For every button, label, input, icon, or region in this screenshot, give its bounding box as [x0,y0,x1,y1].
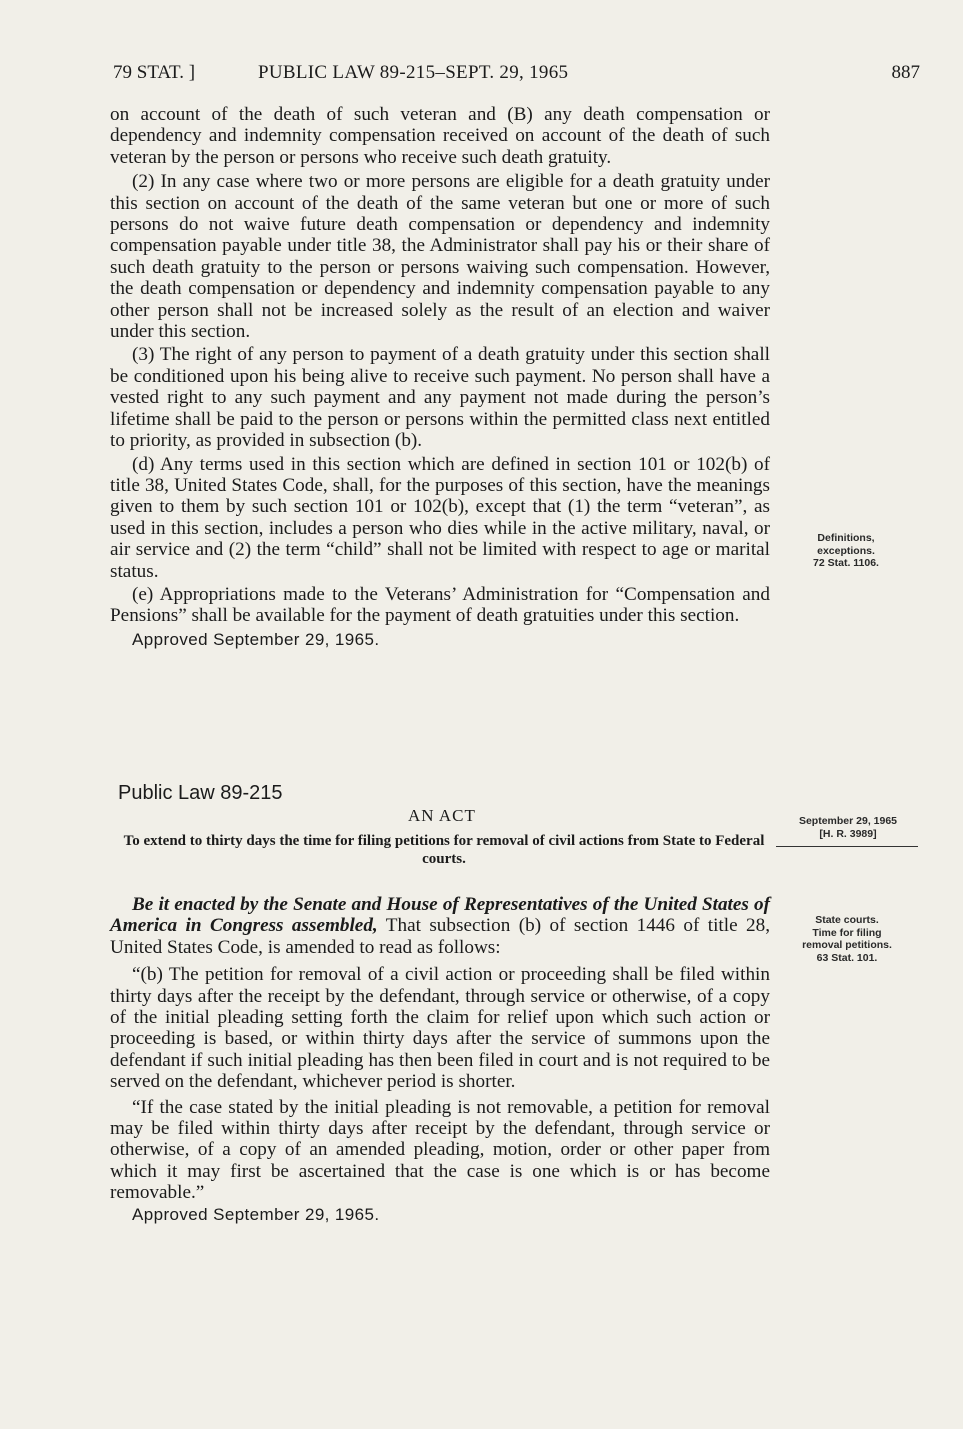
paragraph-2: (2) In any case where two or more persons are eligible for a death gratuity under this section on account of the death of the same veteran but one or more of such persons do not waive future death compensation or dependency and indemnity compensation payable under title 38, the Administrator shall pay his or their share of such death gratuity to the person or persons waiving such compensation. However, the death compensation or dependency and indemnity compensation payable to any other person shall not be increased solely as the result of an election and waiver under this section. [110,171,770,343]
margin-note-state-courts: State courts. Time for filing removal petitions. 63 Stat. 101. [802,914,892,964]
paragraph-3: (3) The right of any person to payment of a death gratuity under this section shall be conditioned upon his being alive to receive such payment. No person shall have a vested right to any such payment and any payment not made during the person’s lifetime shall be paid to the person or persons within the permitted class next entitled to priority, as provided in subsection (b). [110,344,770,452]
approved-date-2: Approved September 29, 1965. [132,1204,380,1224]
public-law-title: Public Law 89-215 [118,782,283,804]
bill-number: [H. R. 3989] [819,827,877,840]
paragraph-e: (e) Appropriations made to the Veterans’ Administration for “Compensation and Pensions” shall be available for the payment of death gratuities under this section. [110,583,770,627]
body-top [110,104,770,650]
margin-rule [776,846,918,847]
margin-note-date [778,815,918,840]
an-act-heading: AN ACT [408,806,476,825]
paragraph-d: (d) Any terms used in this section which are defined in section 101 or 102(b) of title 38, United States Code, shall, for the purposes of this section, have the meanings given to them by such section 101 or 102(b), except that (1) the term “veteran”, as used in this section, includes a person who dies while in the active military, naval, or air service and (2) the term “child” shall not be limited with respect to age or marital status. [110,453,770,582]
body-bottom [110,894,770,1225]
stat-volume: 79 STAT. ] [113,62,196,83]
enacting-clause-italic: Be it enacted by the Senate and House of Representatives of the United States of America in Congress assembled, [110,894,770,937]
enacting-clause-rest: That subsection (b) of section 1446 of title 28, United States Code, is amended to read as follows: [110,915,770,958]
header-title: PUBLIC LAW 89-215–SEPT. 29, 1965 [258,62,569,83]
margin-note-definitions: Definitions, exceptions. 72 Stat. 1106. [813,532,879,569]
paragraph-continuation: on account of the death of such veteran and (B) any death compensation or dependency and indemnity compensation received on account of the death of such veteran by the person or persons who receive such death gratuity. [110,104,770,168]
approval-date-note: September 29, 1965 [798,815,898,827]
removal-paragraph: “If the case stated by the initial pleading is not removable, a petition for removal may be filed within thirty days after receipt by the defendant, through service or otherwise, of a copy of an amended pleading, motion, order or other paper from which it may first be ascertained that the case is one which is or has become removable.” [110,1096,770,1204]
running-header [113,62,920,88]
act-purpose: To extend to thirty days the time for filing petitions for removal of civil actions from State to Federal courts. [123,833,765,867]
enacting-clause [110,894,770,958]
approved-date-1: Approved September 29, 1965. [132,629,380,649]
page-number: 887 [891,62,920,83]
subsection-b-text: “(b) The petition for removal of a civil action or proceeding shall be filed within thirty days after the receipt by the defendant, through service or otherwise, of a copy of the initial pleading setting forth the claim for relief upon which such action or proceeding is based, or within thirty days after the service of summons upon the defendant if such initial pleading has then been filed in court and is not required to be served on the defendant, whichever period is shorter. [110,964,770,1093]
